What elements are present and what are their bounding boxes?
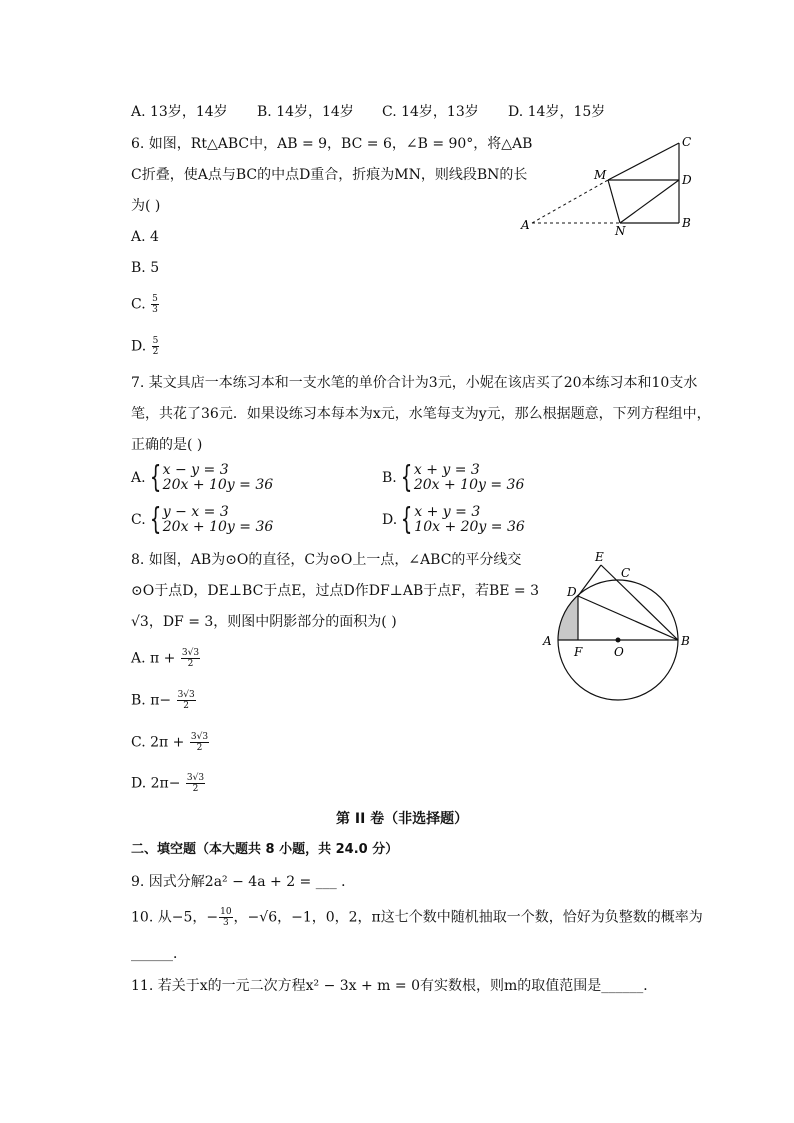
q6-option-b: B. 5 — [131, 260, 160, 276]
label-C: C — [682, 135, 692, 149]
label-D: D — [682, 173, 692, 187]
segment-DB — [578, 596, 678, 640]
q8-option-d: D. 2π− $\frac{3√3}{2}$ — [131, 773, 205, 794]
q5-option-c: C. 14岁，13岁 — [382, 104, 479, 120]
segment-BE — [601, 565, 678, 640]
q6-option-a: A. 4 — [131, 229, 159, 245]
q8-option-c: C. 2π + $\frac{3√3}{2}$ — [131, 732, 209, 753]
q8-circle-figure — [535, 545, 705, 705]
fold-line-MN — [608, 180, 620, 223]
segment-DE — [578, 565, 601, 596]
label-A: A — [543, 634, 552, 648]
label-B: B — [681, 634, 690, 648]
q7-option-d: D. { x + y = 3 10x + 20y = 36 — [382, 502, 525, 537]
q10-line2: ______． — [131, 946, 187, 962]
q8-stem-line3: √3，DF = 3，则图中阴影部分的面积为( ) — [131, 614, 397, 630]
label-N: N — [615, 224, 626, 238]
q6-stem-line2: C折叠，使A点与BC的中点D重合，折痕为MN，则线段BN的长 — [131, 167, 528, 183]
label-B: B — [682, 216, 691, 230]
q7-stem-line2: 笔，共花了36元．如果设练习本每本为x元，水笔每支为y元，那么根据题意，下列方程组中， — [131, 406, 711, 422]
q7-stem-line3: 正确的是( ) — [131, 437, 203, 453]
label-E: E — [595, 550, 604, 564]
label-O: O — [614, 645, 624, 659]
part2-title: 第 II 卷（非选择题） — [336, 811, 469, 827]
q8-option-a: A. π + $\frac{3√3}{2}$ — [131, 648, 200, 669]
label-D: D — [567, 585, 577, 599]
segment-AM — [532, 180, 608, 223]
label-F: F — [574, 645, 583, 659]
q6-stem-line3: 为( ) — [131, 198, 161, 214]
q6-triangle-figure — [515, 130, 705, 240]
q8-option-b: B. π− $\frac{3√3}{2}$ — [131, 690, 195, 711]
q7-option-b: B. { x + y = 3 20x + 10y = 36 — [382, 460, 525, 495]
q9-text: 9. 因式分解2a² − 4a + 2 = ___ ． — [131, 874, 356, 890]
q11-text: 11. 若关于x的一元二次方程x² − 3x + m = 0有实数根，则m的取值范围是______． — [131, 978, 658, 994]
segment-MC — [608, 143, 679, 180]
q5-option-b: B. 14岁，14岁 — [257, 104, 354, 120]
q7-option-a: A. { x − y = 3 20x + 10y = 36 — [131, 460, 274, 495]
q7-stem-line1: 7. 某文具店一本练习本和一支水笔的单价合计为3元，小妮在该店买了20本练习本和10支水 — [131, 375, 698, 391]
label-M: M — [594, 168, 607, 182]
shaded-region — [558, 596, 578, 640]
q6-option-c: C. $\frac{5}{3}$ — [131, 294, 158, 315]
q5-option-a: A. 13岁，14岁 — [131, 104, 228, 120]
segment-ND — [620, 180, 679, 223]
q6-option-d: D. $\frac{5}{2}$ — [131, 336, 159, 357]
q10-line1: 10. 从−5，− $\frac{10}{3}$ ，−√6，−1，0，2，π这七个数中随机抽取一个数，恰好为负整数的概率为 — [131, 907, 703, 928]
q8-stem-line1: 8. 如图，AB为⊙O的直径，C为⊙O上一点，∠ABC的平分线交 — [131, 552, 522, 568]
q7-option-c: C. { y − x = 3 20x + 10y = 36 — [131, 502, 274, 537]
q8-stem-line2: ⊙O于点D，DE⊥BC于点E，过点D作DF⊥AB于点F，若BE = 3 — [131, 583, 540, 599]
q6-stem-line1: 6. 如图，Rt△ABC中，AB = 9，BC = 6，∠B = 90°，将△AB — [131, 136, 533, 152]
label-A: A — [521, 218, 530, 232]
q5-option-d: D. 14岁，15岁 — [508, 104, 606, 120]
center-point-O — [616, 638, 621, 643]
section2-header: 二、填空题（本大题共 8 小题，共 24.0 分） — [131, 842, 399, 857]
label-C: C — [621, 566, 631, 580]
